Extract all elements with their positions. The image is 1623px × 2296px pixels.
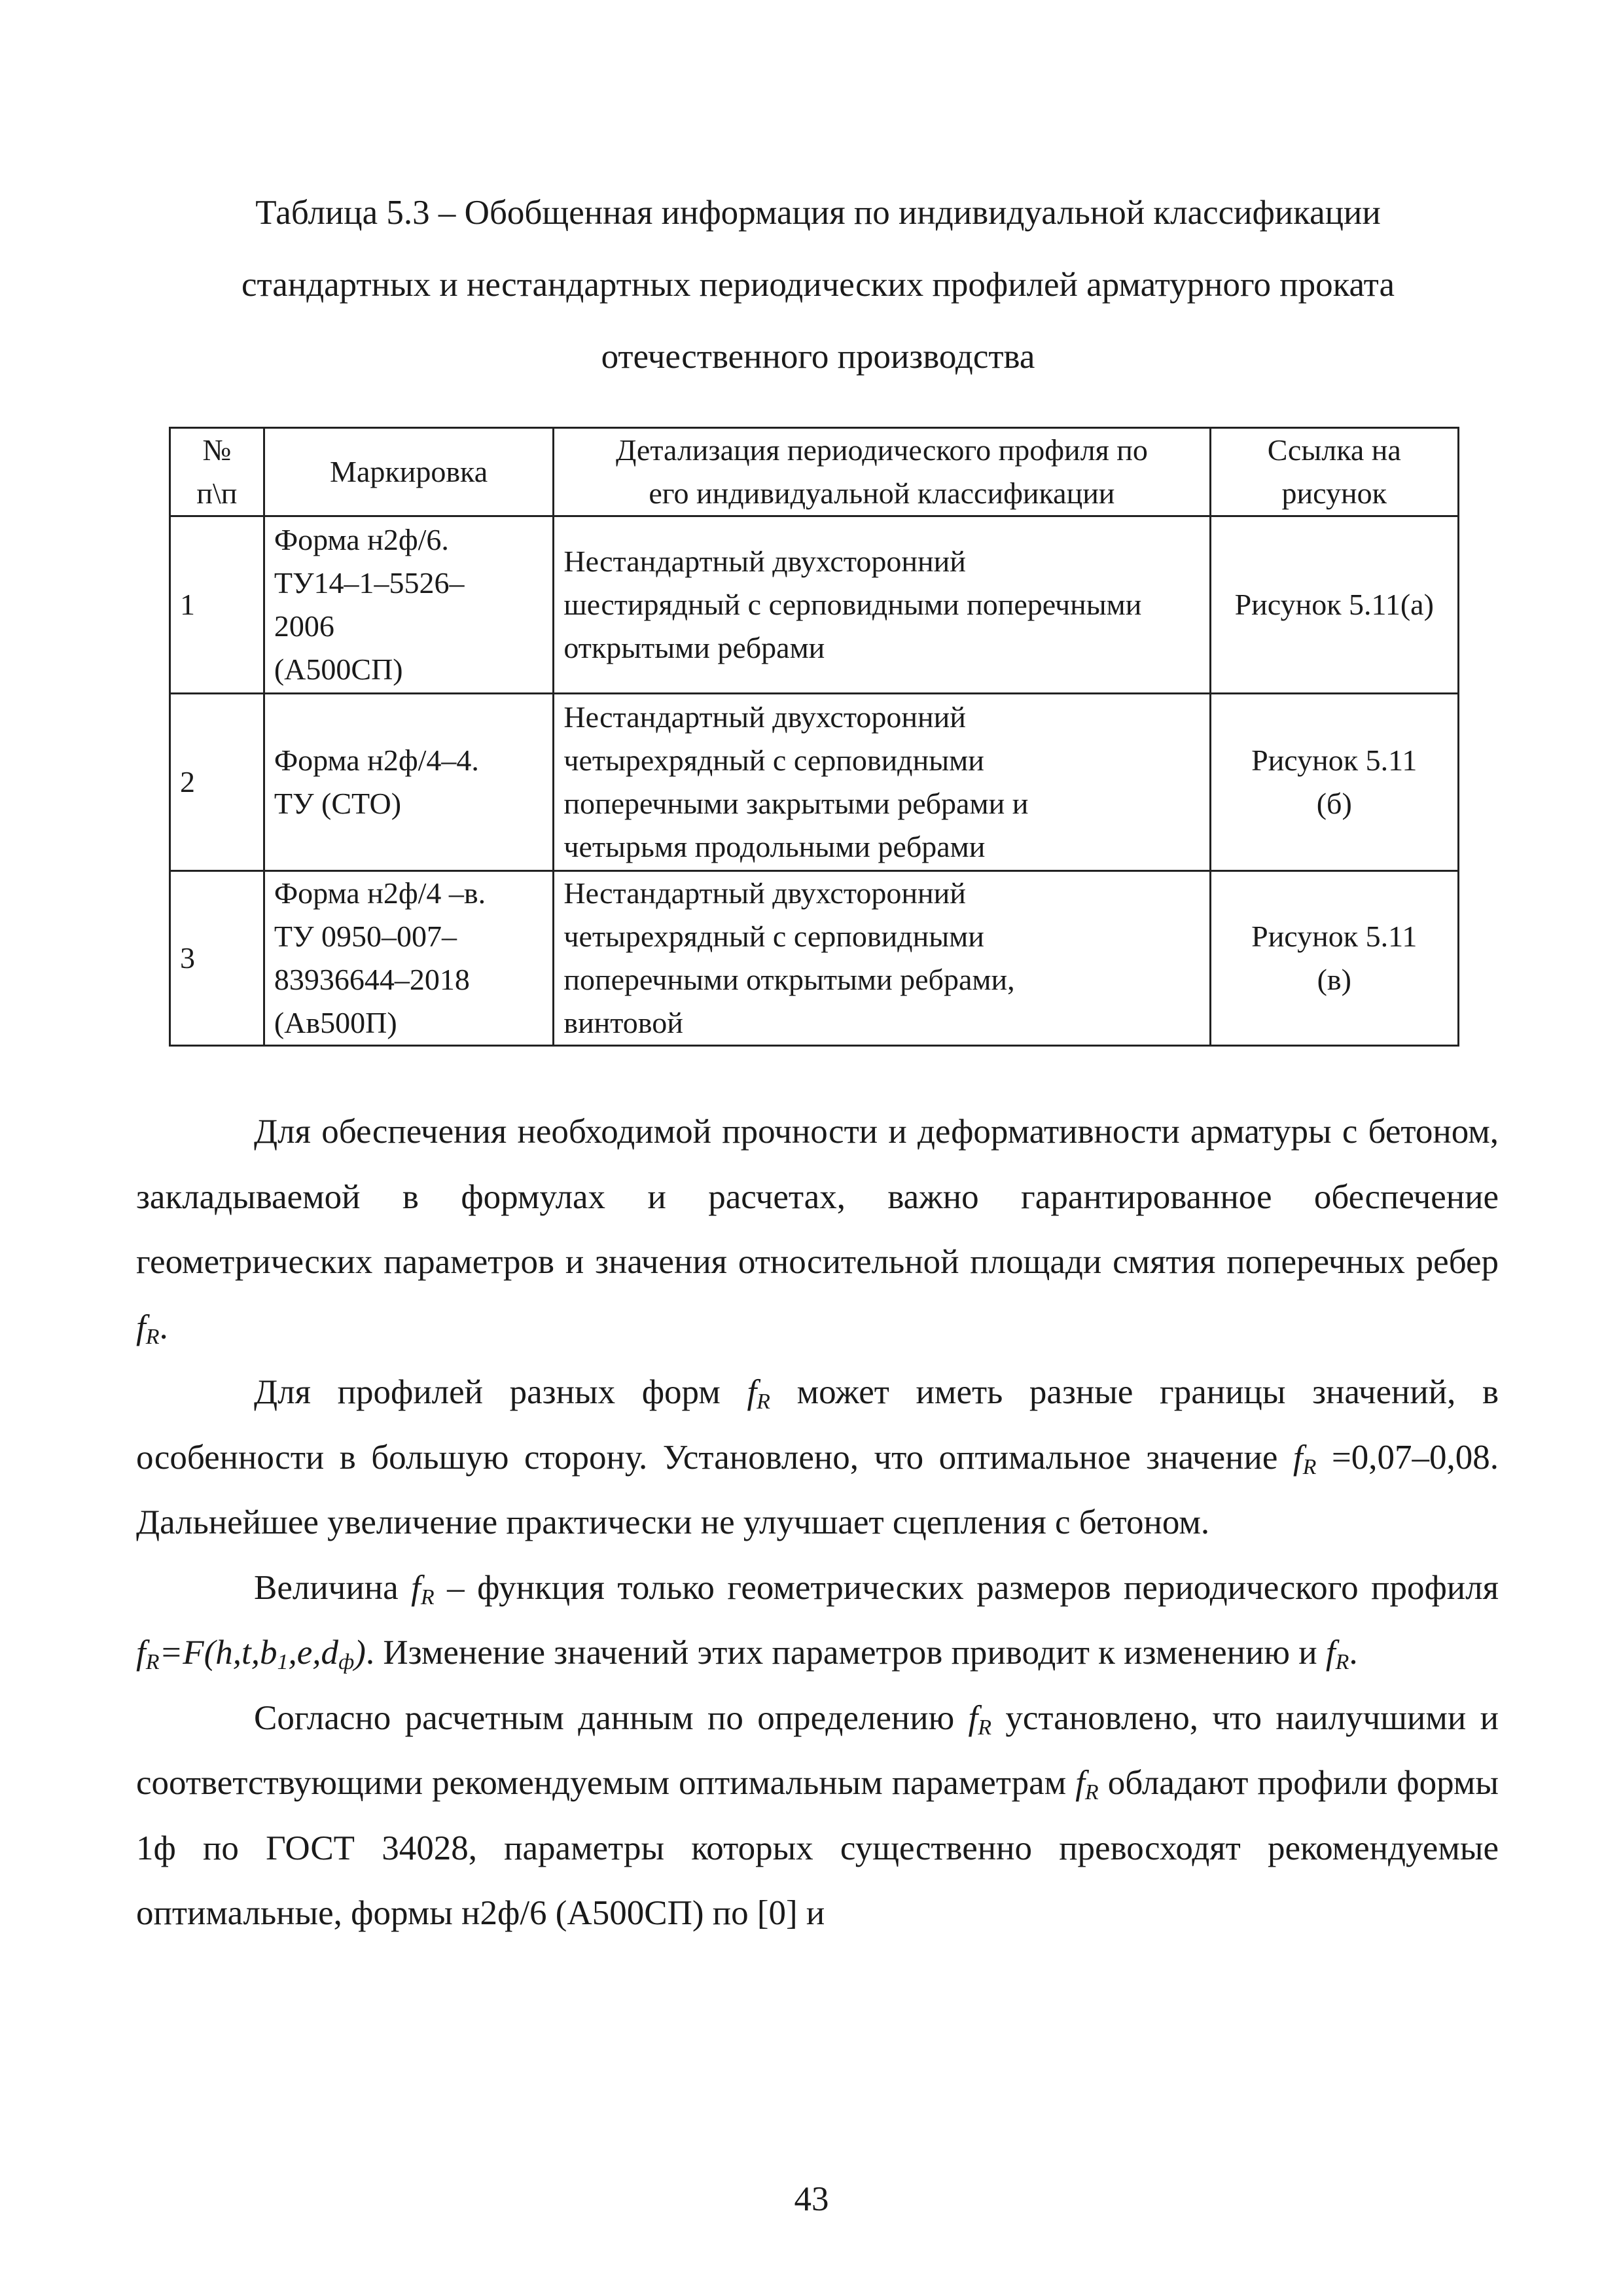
paragraph: Величина $f_R$ – функция только геометрических размеров периодического профиля $f_R=F(h,t,b_1,e,d_ф)$. Изменение значений этих параметров приводит к изменению и $f_R$. <box>136 1568 1499 1674</box>
table-row <box>170 694 1459 871</box>
paragraph: Согласно расчетным данным по определению $f_R$ установлено, что наилучшими и соответствующими рекомендуемым оптимальным параметрам $f_R$ обладают профили формы 1ф по ГОСТ 34028, параметры которых существенно превосходят рекомендуемые оптимальные, формы н2ф/6 (А500СП) по [0] и <box>136 1698 1499 1932</box>
row-number: 2 <box>170 694 264 871</box>
row-number: 1 <box>170 516 264 694</box>
f-r-formula: $f_R=F(h,t,b_1,e,d_ф)$ <box>136 1634 366 1674</box>
table-row <box>170 516 1459 694</box>
caption-line: отечественного производства <box>601 338 1035 376</box>
row-detail: Нестандартный двухсторонний четырехрядный с серповидными поперечными открытыми ребрами, винтовой <box>554 871 1210 1046</box>
f-r-symbol: $f_R$ <box>411 1568 435 1609</box>
f-r-symbol: $f_R$ <box>968 1698 992 1740</box>
header-marking: Маркировка <box>264 428 554 516</box>
caption-line: стандартных и нестандартных периодических профилей арматурного проката <box>241 266 1395 304</box>
paragraph: Для профилей разных форм $f_R$ может иметь разные границы значений, в особенности в большую сторону. Установлено, что оптимальное значение $f_R =0,07-0,08$. Дальнейшее увеличение практически не улучшает сцепления с бетоном. <box>136 1373 1499 1541</box>
row-marking: Форма н2ф/6. ТУ14–1–5526– 2006 (А500СП) <box>264 516 554 694</box>
f-r-symbol: $f_R$ <box>1293 1438 1317 1479</box>
classification-table <box>169 427 1459 1047</box>
paragraph: Для обеспечения необходимой прочности и деформативности арматуры с бетоном, закладываемой в формулах и расчетах, важно гарантированное обеспечение геометрических параметров и значения относительной площади смятия поперечных ребер $f_R$. <box>136 1113 1499 1349</box>
f-r-symbol: $f_R$ <box>1075 1764 1099 1804</box>
row-marking: Форма н2ф/4–4. ТУ (СТО) <box>264 694 554 871</box>
f-r-symbol: $f_R$ <box>747 1373 770 1414</box>
row-detail: Нестандартный двухсторонний четырехрядный с серповидными поперечными закрытыми ребрами и четырьмя продольными ребрами <box>554 694 1210 871</box>
page-number: 43 <box>794 2180 829 2218</box>
caption-line: Таблица 5.3 – Обобщенная информация по индивидуальной классификации <box>255 194 1381 232</box>
header-reference: Ссылка на рисунок <box>1210 428 1459 516</box>
table-caption <box>164 177 1472 393</box>
row-reference: Рисунок 5.11 (б) <box>1210 694 1459 871</box>
table-header-row <box>170 428 1459 516</box>
row-reference: Рисунок 5.11 (в) <box>1210 871 1459 1046</box>
row-number: 3 <box>170 871 264 1046</box>
row-reference: Рисунок 5.11(а) <box>1210 516 1459 694</box>
body-text <box>136 1100 1499 1946</box>
row-detail: Нестандартный двухсторонний шестирядный с серповидными поперечными открытыми ребрами <box>554 516 1210 694</box>
header-detail: Детализация периодического профиля по его индивидуальной классификации <box>554 428 1210 516</box>
header-number: № п\п <box>170 428 264 516</box>
f-r-symbol: $f_R$ <box>136 1308 160 1349</box>
f-r-symbol: $f_R$ <box>1325 1634 1349 1674</box>
table-row <box>170 871 1459 1046</box>
row-marking: Форма н2ф/4 –в. ТУ 0950–007– 83936644–2018 (Ав500П) <box>264 871 554 1046</box>
